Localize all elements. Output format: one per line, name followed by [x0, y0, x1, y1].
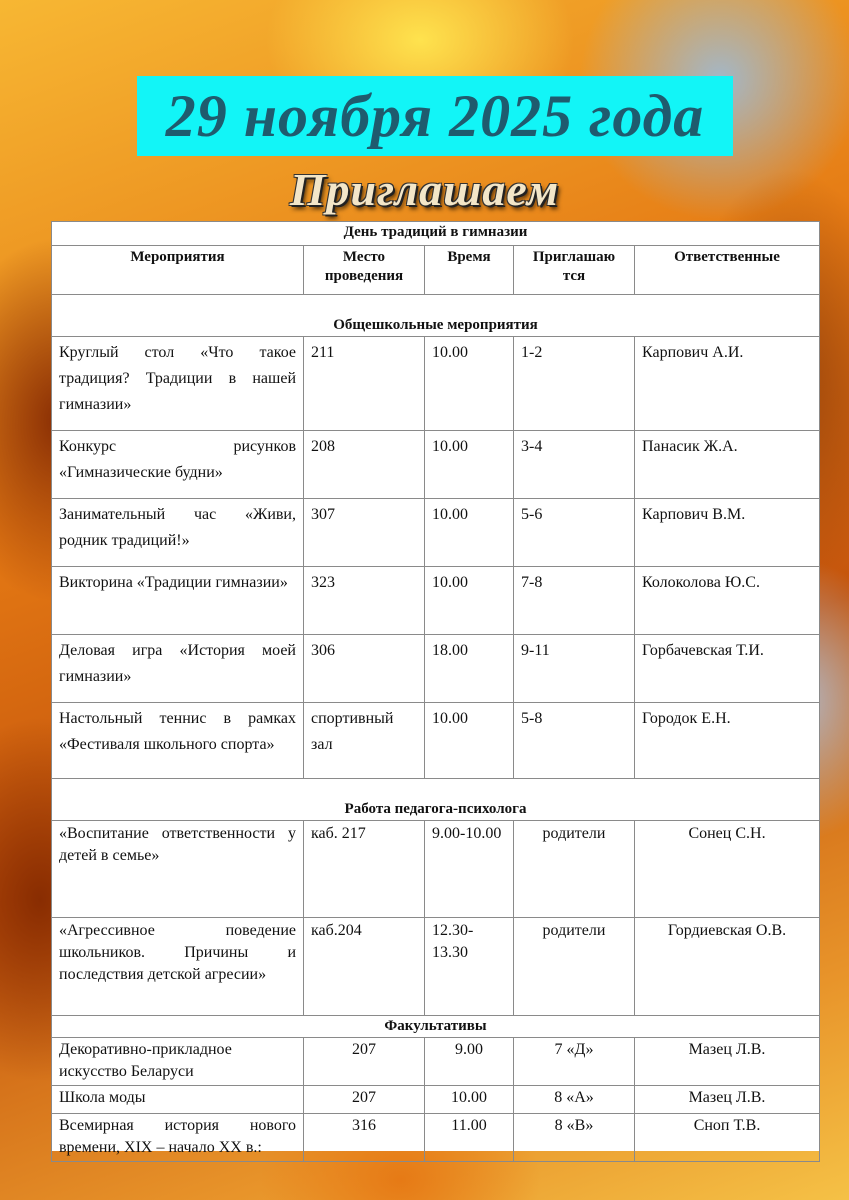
section-title: Факультативы — [52, 1016, 820, 1038]
event-time: 9.00 — [425, 1038, 514, 1086]
header-place: Место проведения — [304, 246, 425, 295]
event-place: 323 — [304, 567, 425, 635]
event-invited: 7 «Д» — [514, 1038, 635, 1086]
table-row — [52, 635, 820, 703]
section-row — [52, 1016, 820, 1038]
event-place: 211 — [304, 337, 425, 431]
header-time: Время — [425, 246, 514, 295]
header-row — [52, 246, 820, 295]
event-name: Конкурс рисунков «Гимназические будни» — [52, 431, 304, 499]
event-responsible: Гордиевская О.В. — [635, 918, 820, 1016]
event-time: 10.00 — [425, 703, 514, 779]
event-place: каб. 217 — [304, 821, 425, 918]
event-time: 12.30-13.30 — [425, 918, 514, 1016]
event-time: 9.00-10.00 — [425, 821, 514, 918]
date-banner: 29 ноября 2025 года — [137, 76, 733, 156]
event-place: 207 — [304, 1086, 425, 1114]
event-invited: родители — [514, 821, 635, 918]
event-responsible: Карпович А.И. — [635, 337, 820, 431]
event-name: Всемирная история нового времени, XIX – начало XX в.: — [52, 1114, 304, 1162]
event-place: 306 — [304, 635, 425, 703]
event-responsible: Колоколова Ю.С. — [635, 567, 820, 635]
event-time: 10.00 — [425, 499, 514, 567]
event-time: 10.00 — [425, 567, 514, 635]
event-time: 18.00 — [425, 635, 514, 703]
event-time: 10.00 — [425, 337, 514, 431]
header-responsible: Ответственные — [635, 246, 820, 295]
event-name: Школа моды — [52, 1086, 304, 1114]
section-title: Работа педагога-психолога — [52, 779, 820, 821]
event-name: Занимательный час «Живи, родник традиций!» — [52, 499, 304, 567]
event-responsible: Городок Е.Н. — [635, 703, 820, 779]
event-invited: 8 «В» — [514, 1114, 635, 1162]
event-place: 208 — [304, 431, 425, 499]
header-invited: Приглашаю тся — [514, 246, 635, 295]
table-row — [52, 1086, 820, 1114]
event-name: Круглый стол «Что такое традиция? Традиции в нашей гимназии» — [52, 337, 304, 431]
header-event: Мероприятия — [52, 246, 304, 295]
event-invited: 5-6 — [514, 499, 635, 567]
event-name: Викторина «Традиции гимназии» — [52, 567, 304, 635]
event-place: 316 — [304, 1114, 425, 1162]
event-place: каб.204 — [304, 918, 425, 1016]
invite-title: Приглашаем — [289, 164, 560, 215]
event-invited: 8 «А» — [514, 1086, 635, 1114]
event-time: 10.00 — [425, 431, 514, 499]
event-invited: 9-11 — [514, 635, 635, 703]
table-title: День традиций в гимназии — [52, 222, 820, 246]
table-row — [52, 499, 820, 567]
table-row — [52, 918, 820, 1016]
event-name: «Агрессивное поведение школьников. Причины и последствия детской агресии» — [52, 918, 304, 1016]
event-place: спортивный зал — [304, 703, 425, 779]
event-responsible: Мазец Л.В. — [635, 1086, 820, 1114]
event-invited: 7-8 — [514, 567, 635, 635]
section-row — [52, 295, 820, 337]
event-place: 207 — [304, 1038, 425, 1086]
table-row — [52, 821, 820, 918]
event-place: 307 — [304, 499, 425, 567]
table-row — [52, 1038, 820, 1086]
table-row — [52, 703, 820, 779]
event-name: Деловая игра «История моей гимназии» — [52, 635, 304, 703]
event-invited: 5-8 — [514, 703, 635, 779]
schedule-table — [51, 221, 820, 1162]
event-name: Декоративно-прикладное искусство Беларуси — [52, 1038, 304, 1086]
event-invited: родители — [514, 918, 635, 1016]
event-responsible: Горбачевская Т.И. — [635, 635, 820, 703]
table-row — [52, 431, 820, 499]
event-name: «Воспитание ответственности у детей в семье» — [52, 821, 304, 918]
table-title-row — [52, 222, 820, 246]
event-time: 11.00 — [425, 1114, 514, 1162]
section-title: Общешкольные мероприятия — [52, 295, 820, 337]
event-name: Настольный теннис в рамках «Фестиваля школьного спорта» — [52, 703, 304, 779]
event-invited: 3-4 — [514, 431, 635, 499]
event-invited: 1-2 — [514, 337, 635, 431]
schedule-sheet — [51, 221, 819, 1156]
event-responsible: Сонец С.Н. — [635, 821, 820, 918]
event-responsible: Карпович В.М. — [635, 499, 820, 567]
section-row — [52, 779, 820, 821]
table-row — [52, 1114, 820, 1162]
event-responsible: Мазец Л.В. — [635, 1038, 820, 1086]
table-row — [52, 567, 820, 635]
event-time: 10.00 — [425, 1086, 514, 1114]
event-responsible: Панасик Ж.А. — [635, 431, 820, 499]
table-row — [52, 337, 820, 431]
event-responsible: Сноп Т.В. — [635, 1114, 820, 1162]
